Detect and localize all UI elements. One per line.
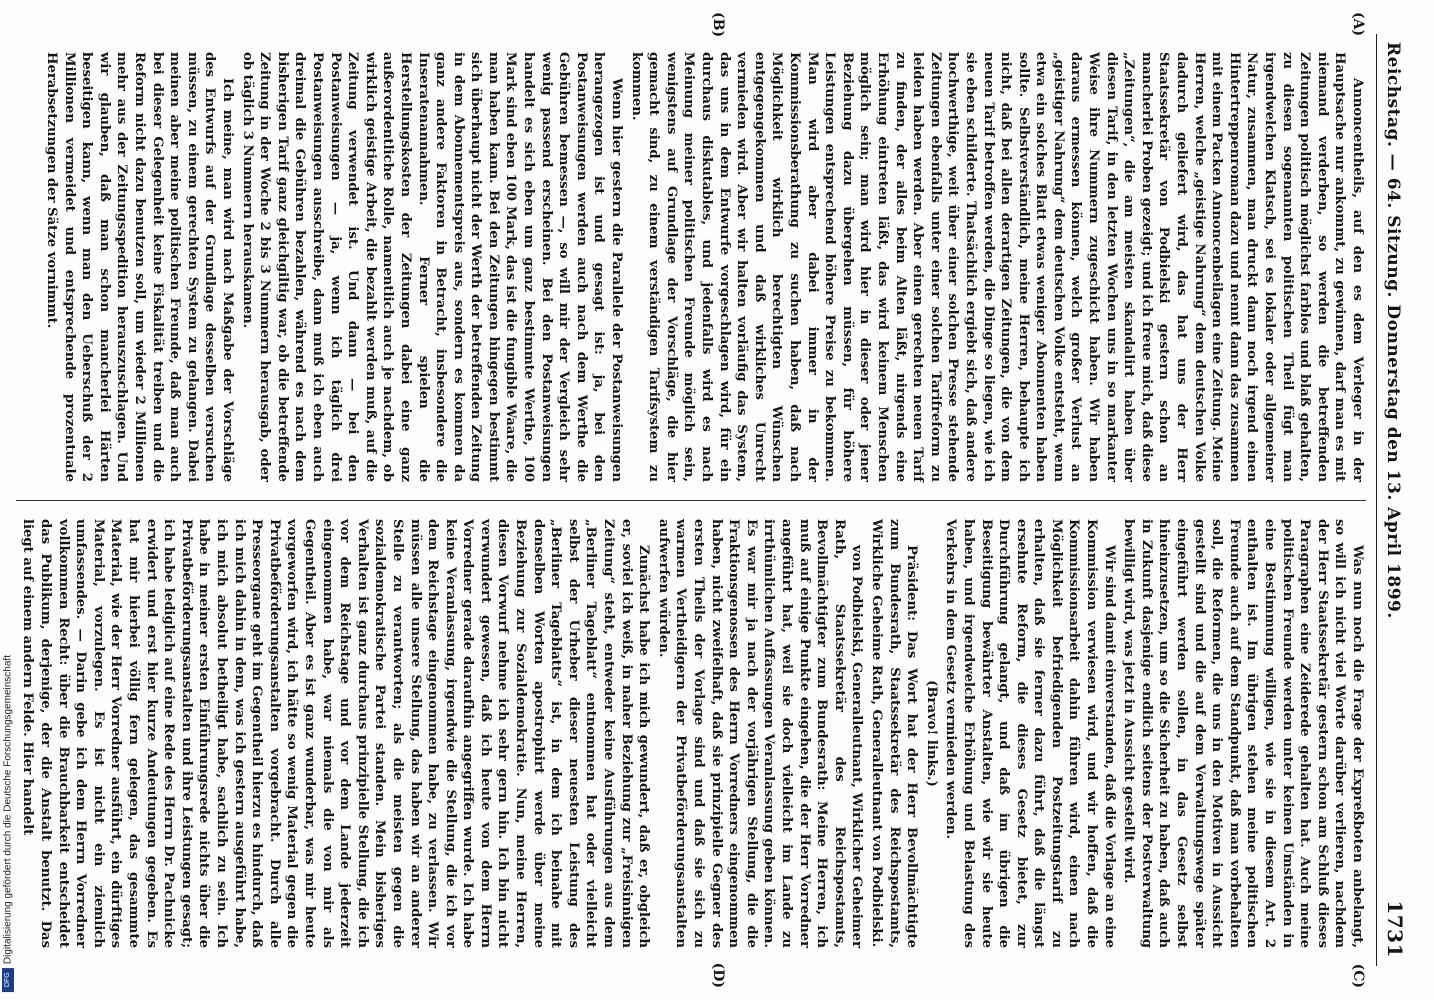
- dfg-logo: DFG: [2, 968, 14, 992]
- speaker-paragraph: Präsident: Das Wort hat der Herr Bevollmächtigte zum Bundesrath, Staatssekretär des Reichspostamts, Wirkliche Geheime Rath, Generalleutnant von Podbielski.: [868, 519, 920, 948]
- left-column: [16, 12, 1366, 500]
- page-number: 1731: [1383, 900, 1407, 958]
- paragraph: Ich meine, man wird nach Maßgabe der Vorschläge des Entwurfs auf der Grundlage desselben versuchen müssen, zu einem gerechten System zu gelangen. Dabei meinen aber meine politischen Freunde, daß man auch bei dieser Gelegenheit keine Fiskalität treiben und die Reform nicht dazu benutzen soll, um wieder 2 Millionen mehr aus der Zeitungsspedition herauszuschlagen. Und wir glauben, daß man schon mancherlei Härten beseitigen kann, wenn man den Ueberschuß der 2 Millionen vermeidet und entsprechende prozentuale Herabsetzungen der Sätze vornimmt.: [44, 52, 235, 482]
- document-page: [11, 10, 1423, 990]
- margin-marker-d: (D): [710, 962, 726, 988]
- credit-text: Digitalisierung gefördert durch die Deutsche Forschungsgemeinschaft: [2, 654, 14, 964]
- margin-marker-a: (A): [1350, 12, 1366, 37]
- text-columns: [16, 12, 1366, 988]
- digitization-credit: [2, 655, 14, 992]
- paragraph: Wenn hier gestern die Parallele der Postanweisungen herangezogen ist und gesagt ist: ja, bei den Postanweisungen werden auch nach dem Werthe die Gebühren bemessen —, so will mir der Vergleich sehr wenig passend erscheinen. Bei den Postanweisungen handelt es sich eben um ganz bestimmte Werthe, 100 Mark sind eben 100 Mark, das ist die fungible Waare, die man haben kann. Bei den Zeitungen hingegen bestimmt sich überhaupt nicht der Werth der betreffenden Zeitung in dem Abonnementspreis aus, sondern es kommen da ganz andere Faktoren in Betracht, insbesondere die Inseratenannahmen. Ferner spielen die Herstellungskosten der Zeitungen dabei eine ganz außerordentliche Rolle, namentlich auch je nachdem, ob wirklich geistige Arbeit, die bezahlt werden muß, auf die Zeitung verwendet ist. Und dann — bei den Postanweisungen — ja, wenn ich täglich drei Postanweisungen ausschreibe, dann muß ich eben auch dreimal die Gebühren bezahlen, während es nach dem bisherigen Tarif ganz gleichgiltig war, ob die betreffende Zeitung in der Woche 2 bis 3 Nummern herausgab, oder ob täglich 3 Nummern herauskamen.: [239, 52, 625, 482]
- right-column: [16, 500, 1366, 988]
- paragraph: Wir sind damit einverstanden, daß die Vorlage an eine Kommission verwiesen wird, und wir hoffen, daß die Kommissionsarbeit dahin führen wird, einen nach Möglichkeit befriedigenden Postzeitungstarif zu erhalten, daß sie ferner dazu führt, daß die längst ersehnte Reform, die dieses Gesetz bietet, zur Durchführung gelangt, und daß im übrigen die Beseitigung bewährter Anstalten, wie wir sie heute haben, und irgendwelche Erhöhung und Belastung des Verkehrs in dem Gesetz vermieden werden.: [943, 519, 1117, 948]
- applause-note: (Bravo! links.): [923, 680, 939, 787]
- page-title: Reichstag. — 64. Sitzung. Donnerstag den 13. April 1899.: [1383, 42, 1403, 619]
- speaker-paragraph: von Podbielski, Generalleutnant, Wirklicher Geheimer Rath, Staatssekretär des Reichspostamts, Bevollmächtigter zum Bundesrath: Meine Herren, ich muß auf einige Punkte eingehen, die der Herr Vorredner angeführt hat, weil sie doch vielleicht im Lande zu irrthümlichen Auffassungen Veranlassung geben können. Es war mir ja nach der vorjährigen Stellung, die die Fraktionsgenossen des Herrn Vorredners eingenommen haben, nicht zweifelhaft, daß sie prinzipielle Gegner des ersten Theils der Vorlage sind und daß sie sich zu warmen Vertheidigern der Privatbeförderungsanstalten aufwerfen würden.: [655, 519, 865, 948]
- margin-marker-b: (B): [710, 12, 726, 38]
- paragraph: Zunächst habe ich mich gewundert, daß er, obgleich er, soviel ich weiß, in naher Beziehung zur „Freisinnigen Zeitung“ steht, entweder keine Ausführungen aus dem „Berliner Tageblatt“ entnommen hat oder vielleicht selbst der Urheber dieser neuesten Leistung des „Berliner Tageblatts“ ist, in dem ich beinahe mit denselben Worten apostrophirt werde über meine Beziehung zur Sozialdemokratie. Nun, meine Herren, diesen Vorwurf nehme ich sehr gern hin. Ich bin nicht verwundert gewesen, daß ich heute von dem Herrn Vorredner gerade daraufhin angegriffen wurde. Ich habe keine Veranlassung, irgendwie die Stellung, die ich vor dem Reichstage eingenommen habe, zu verlassen. Wir müssen alle unsere Stellung, das haben wir an anderer Stelle zu verantworten; als die meisten gegen die sozialdemokratische Partei standen. Mein bisheriges Verhalten ist ganz durchaus prinzipielle Stellung, die ich vor dem Reichstage und vor dem Lande jederzeit eingenommen habe, war niemals die von mir als Gegentheil. Aber es ist ganz wunderbar, was mir heute vorgeworfen wird, ich hätte so wenig Material gegen die Privatbeförderungsanstalten vorgebracht. Durch alle Presseorgane geht im Gegentheil hierzu es hindurch, daß ich mich dahin in dem, was ich gestern ausgeführt habe, ich mich absolut betheiligt habe, sachlich zu sein. Ich habe in meiner ersten Einführungsrede nichts über die Privatbeförderungsanstalten und ihre Leistungen gesagt; ich habe lediglich auf eine Rede des Herrn Dr. Pachnicke erwidert und erst hier kurze Andeutungen gegeben. Es hat mir hierbei völlig fern gelegen, das gesammte Material, wie der Herr Vorredner ausführt, ein dürftiges Material, vorzulegen. Es ist nicht ein ziemlich umfassendes. — Darin gebe ich dem Herrn Vorredner vollkommen Recht: über die Brauchbarkeit entscheidet das Publikum, derjenige, der die Anstalt benutzt. Das liegt auf einem andern Felde. Hier handelt: [20, 519, 652, 948]
- paragraph: Annoncentheils, auf den es dem Verleger in der Hauptsache nur ankommt, zu gewinnen, darf man es mit niemand verderben, so werden die betreffenden Zeitungen politisch möglichst farblos und blaß gehalten, zu diesen sogenannten politischen Theil fügt man irgendwelchen Klatsch, sei es lokaler oder allgemeiner Natur, zusammen, man druckt dann noch irgend einen Hintertreppenroman dazu und nennt dann das zusammen mit einem Packen Annoncenbeilagen eine Zeitung. Meine Herren, welche „geistige Nahrung“ dem deutschen Volke dadurch geliefert wird, das hat uns der Herr Staatssekretär von Podbielski gestern schon an mancherlei Proben gezeigt; und ich freue mich, daß diese „Zeitungen“, die am meisten skandalirt haben über diesen Tarif, in den letzten Wochen uns in so markanter Weise ihre Nummern zugeschickt haben. Wir haben daraus ermessen können, welch großer Verlust an „geistiger Nahrung“ dem deutschen Volke entsteht, wenn etwa ein solches Blatt etwas weniger Abonnenten haben sollte. Selbstverständlich, meine Herren, behaupte ich nicht, daß bei allen derartigen Zeitungen, die von dem neuen Tarif betroffen werden, die Dinge so liegen, wie ich sie eben schilderte. Thatsächlich ergiebt sich, daß andere hochwerthige, weit über einer solchen Presse stehende Zeitungen ebenfalls unter einer solchen Tarifreform zu leiden haben werden. Aber einen gerechten neuen Tarif zu finden, der alles beim Alten läßt, nirgends eine Erhöhung eintreten läßt, das wird keinem Menschen möglich sein; man wird hier in dieser oder jener Beziehung dazu übergehen müssen, für höhere Leistungen entsprechend höhere Preise zu bekommen. Man wird aber dabei immer in der Kommissionsberathung zu suchen haben, daß nach Möglichkeit wirklich berechtigten Wünschen entgegengekommen und daß wirkliches Unrecht vermieden wird. Aber wir halten vorläufig das System, das uns in dem Entwurfe vorgeschlagen wird, für ein durchaus diskutables, und jedenfalls wird es nach Meinung meiner politischen Freunde möglich sein, wenigstens auf Grundlage der Vorschläge, die hier gemacht sind, zu einem verständigen Tarifsystem zu kommen.: [628, 52, 1365, 482]
- margin-marker-c: (C): [1350, 963, 1366, 988]
- paragraph: Was nun noch die Frage der Expreßboten anbelangt, so will ich nicht viel Worte darüber verlieren, nachdem der Herr Staatssekretär gestern schon am Schluß dieses Paragraphen eine Zeiderede gehalten hat. Auch meine politischen Freunde werden unter keinen Umständen in eine Bestimmung willigen, wie sie in diesem Art. 2 enthalten ist. Im übrigen stehen meine politischen Freunde auch auf dem Standpunkt, daß man vorbehalten soll, die Reformen, die uns in den Motiven in Aussicht gestellt sind und die auf dem Verwaltungswege später eingeführt werden sollen, in das Gesetz selbst hineinzusetzen, um so die Sicherheit zu haben, daß auch in Zukunft dasjenige endlich seitens der Postverwaltung bewilligt wird, was jetzt in Aussicht gestellt wird.: [1121, 519, 1365, 948]
- page-header: [1376, 34, 1407, 966]
